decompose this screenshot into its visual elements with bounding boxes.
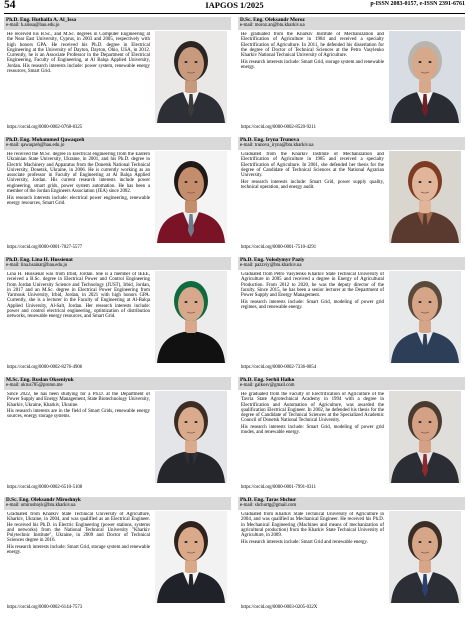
author-name-bar: [4, 17, 231, 30]
author-profile: [4, 497, 231, 616]
neck: [185, 319, 197, 333]
author-bio: [241, 152, 384, 240]
author-profile: [238, 257, 465, 376]
page-header: [4, 0, 465, 13]
bio-paragraph: His research interests include: Smart Grid, modeling of power grid regimes, and renewable energy.: [241, 299, 384, 310]
author-profile: [238, 137, 465, 256]
bio-paragraph: Her research interests include: Smart Grid, power supply quality, technical operation, and energy audit.: [241, 179, 384, 190]
orcid-link[interactable]: https://orcid.org/0000-0002-8520-9211: [241, 125, 317, 130]
orcid-link[interactable]: https://orcid.org/0000-0002-7336-0854: [241, 365, 317, 370]
neck: [419, 559, 431, 573]
right-eye: [195, 421, 198, 423]
orcid-link[interactable]: https://orcid.org/0000-0001-7991-0311: [241, 485, 317, 490]
author-name: Ph.D. Eng. Iryna Trunova: [240, 137, 299, 143]
face: [412, 527, 438, 561]
bio-paragraph: Since 2022, he has been studying for a Ph.D. at the Department of Power Supply and Energy Management, State Biotechnology University, Kharkiv, Ukraine, Kharkiv, Ukraine.: [7, 392, 150, 408]
author-name-bar: [238, 497, 465, 510]
face: [412, 287, 438, 321]
portrait-photo-art: [155, 391, 227, 483]
author-bio: [7, 392, 150, 480]
right-eye: [429, 61, 432, 63]
author-profile: [238, 377, 465, 496]
left-eye: [419, 301, 422, 303]
face: [178, 407, 204, 441]
author-profile: [238, 497, 465, 616]
author-bio: [241, 392, 384, 480]
neck: [185, 79, 197, 93]
portrait-photo-art: [389, 391, 461, 483]
author-name: Ph.D. Eng. Taras Shchur: [240, 497, 297, 503]
portrait-photo-art: [389, 511, 461, 603]
face: [412, 167, 438, 201]
neck: [419, 439, 431, 453]
right-eye: [195, 181, 198, 183]
orcid-link[interactable]: https://orcid.org/0000-0002-0768-8325: [7, 125, 83, 130]
author-name-bar: [4, 137, 231, 150]
right-eye: [429, 301, 432, 303]
author-profile: [4, 137, 231, 256]
portrait-photo-art: [155, 31, 227, 123]
bio-paragraph: His research interests include: electrical power engineering, renewable energy resources, Smart Grid.: [7, 195, 150, 206]
bio-paragraph: Lina H. Hussienat was from Irbid, Jordan. She is a member of IEEE, received a B.Sc. degree in Electrical Power and Control Engineering from Jordan University Science and Technology (JUST), Irbid, Jordan, in 2017 and an M.Sc. degree in Electrical Power Engineering from Yarmouk University, Irbid, Jordan, in 2021 with high honors GPA. Currently, she is a lecturer in the Faculty of Engineering at Al-Balqa Applied University, Al-Salt, Jordan. Her research interests include: power and control electrical engineering, optimization of distribution networks, renewable energy resources, and Smart Grid.: [7, 272, 150, 320]
author-name: Ph.D. Eng. Serhii Halko: [240, 377, 295, 383]
orcid-link[interactable]: https://orcid.org/0000-0002-6144-7573: [7, 605, 83, 610]
face: [412, 47, 438, 81]
bio-paragraph: His research interests include: Smart Grid, storage system and renewable energy.: [7, 544, 150, 556]
author-email: e-mail: galkosv@gmail.com: [240, 383, 295, 389]
right-eye: [195, 61, 198, 63]
author-email: e-mail: qawaqzeh@bau.edu.jo: [6, 143, 65, 149]
neck: [419, 199, 431, 213]
issn-numbers: p-ISSN 2083-0157, e-ISSN 2391-6761: [370, 1, 465, 7]
author-bio: [7, 272, 150, 360]
bio-paragraph: He received the M.Sc. degree in Electrical engineering from the Eastern Ukrainian State University, Ukraine, in 2001, and his Ph.D. degree in Electric Machinery and Apparatus from the Donetsk National Technical University, Donetsk, Ukraine, in 2006. He is currently working as an associate professor in Faculty of Engineering at Al Balqa Applied University, Jordan. His current research interests include power engineering, smart grids, power system automation. He has been a member of the Jordan Engineers Association (JEA) since 2002.: [7, 152, 150, 195]
portrait-photo-art: [155, 511, 227, 603]
author-bio: [7, 32, 150, 120]
author-name: Ph.D. Eng. Mohammed Qawaqzeh: [6, 137, 85, 143]
journal-title: IAPGOS 1/2025: [205, 0, 264, 10]
portrait-photo-art: [155, 151, 227, 243]
bio-paragraph: Graduated from Kharkiv State Technical University of Agriculture, Kharkiv, Ukraine, in 2004, and was qualified as an Electrical Engineer. He received his Ph.D. in Electric Engineering (power stations, systems and networks) from the National Technical University "Kharkiv Polytechnic Institute", Ukraine, in 2009 and Doctor of Technical Sciences degree in 2016.: [7, 512, 150, 544]
bio-paragraph: His research interests are in the field of Smart Grids, renewable energy sources, energy storage systems.: [7, 409, 150, 420]
left-eye: [185, 421, 188, 423]
bio-paragraph: Graduated from the Kharkiv Institute of Mechanization and Electrification of Agriculture in 1985 and received a specialty Electrification of Agriculture. In 2001, she defended her thesis for the degree of Candidate of Technical Sciences at the National Agrarian University.: [241, 152, 384, 179]
author-name-bar: [238, 17, 465, 30]
author-photo: [155, 271, 227, 363]
author-photo: [155, 391, 227, 483]
orcid-link[interactable]: https://orcid.org/0000-0001-7027-5577: [7, 245, 83, 250]
orcid-link[interactable]: https://orcid.org/0000-0002-6510-5108: [7, 485, 83, 490]
author-profile: [238, 17, 465, 136]
author-name-bar: [4, 257, 231, 270]
right-eye: [195, 301, 198, 303]
portrait-photo-art: [155, 271, 227, 363]
left-eye: [185, 181, 188, 183]
orcid-link[interactable]: https://orcid.org/0000-0002-8276-4906: [7, 365, 83, 370]
left-eye: [419, 61, 422, 63]
author-photo: [389, 151, 461, 243]
left-eye: [185, 61, 188, 63]
author-name-bar: [4, 497, 231, 510]
author-photo: [389, 511, 461, 603]
author-email: e-mail: shchurtg@gmail.com: [240, 503, 297, 509]
author-photo: [389, 391, 461, 483]
author-email: e-mail: okrus785@proton.me: [6, 383, 63, 389]
left-eye: [185, 541, 188, 543]
neck: [185, 559, 197, 573]
bio-paragraph: He graduated from the Faculty of Electrification of Agriculture of the Tavria State Agrotechnical Academy in 1994 with a degree in Electrification and Automation of Agriculture, was awarded the qualification Electrical Engineer. In 2002, he defended his thesis for the degree of Candidate of Technical Sciences at the Specialized Academic Council of Donetsk National Technical University.: [241, 392, 384, 424]
author-name: D.Sc. Eng. Oleksandr Moroz: [240, 17, 305, 23]
author-bio: [7, 152, 150, 240]
face: [178, 167, 204, 201]
left-eye: [419, 541, 422, 543]
bio-paragraph: He received his B.Sc., and M.Sc. degrees in Computer Engineering at the Near East University, Cyprus, in 2003 and 2005, respectively with high honors GPA. He received his Ph.D. degree in Electrical Engineering at the University of Dayton, Dayton, Ohio, USA, in 2012. Currently, he is an Associate Professor in the Department of Electrical Engineering, Faculty of Engineering, at Al Balqa Applied University, Jordan. His research interests include: power system, renewable energy resources, Smart Grid.: [7, 32, 150, 75]
header-rule: [4, 13, 465, 14]
author-name: M.Sc. Eng. Ruslan Okseniyuk: [6, 377, 74, 383]
author-bio: [241, 512, 384, 600]
face: [412, 407, 438, 441]
right-eye: [429, 541, 432, 543]
author-name-bar: [238, 137, 465, 150]
author-name: Ph.D. Eng. Volodymyr Paziy: [240, 257, 305, 263]
right-eye: [429, 181, 432, 183]
orcid-link[interactable]: https://orcid.org/0000-0001-7510-4291: [241, 245, 317, 250]
orcid-link[interactable]: https://orcid.org/0000-0003-0205-032X: [241, 605, 318, 610]
author-email: e-mail: h.alissa@bau.edu.jo: [6, 23, 60, 29]
author-photo: [155, 511, 227, 603]
bio-paragraph: His research interests include: Smart Grid, modeling of power grid modes, and renewable energy.: [241, 424, 384, 436]
page-number: 54: [4, 0, 16, 11]
author-email: e-mail: pazzviy@btu.kharkiv.ua: [240, 263, 302, 269]
author-name: D.Sc. Eng. Oleksandr Miroshnyk: [6, 497, 81, 503]
author-email: e-mail: omiroshnyk@btu.kharkiv.ua: [6, 503, 76, 509]
author-bio: [241, 272, 384, 360]
author-bio: [241, 32, 384, 120]
portrait-photo-art: [389, 31, 461, 123]
neck: [185, 439, 197, 453]
right-eye: [429, 421, 432, 423]
left-eye: [419, 181, 422, 183]
face: [178, 527, 204, 561]
author-email: e-mail: trunova_iryna@btu.kharkiv.ua: [240, 143, 314, 149]
face: [178, 287, 204, 321]
bio-paragraph: His research interests include: Smart Grid, storage system and renewable energy.: [241, 59, 384, 70]
author-email: e-mail: moroz.an@btu.kharkiv.ua: [240, 23, 305, 29]
portrait-photo-art: [389, 271, 461, 363]
author-name: Ph.D. Eng. Lina H. Hussienat: [6, 257, 73, 263]
author-photo: [155, 31, 227, 123]
portrait-photo-art: [389, 151, 461, 243]
author-photo: [155, 151, 227, 243]
author-name-bar: [4, 377, 231, 390]
author-photo: [389, 31, 461, 123]
author-photo: [389, 271, 461, 363]
neck: [185, 199, 197, 213]
neck: [419, 79, 431, 93]
bio-paragraph: Graduated from Petro Vasylenko Kharkiv State Technical University of Agriculture in 2005 and received a degree in Energy of Agricultural Production. From 2012 to 2020, he was the deputy director of the faculty. Since 2015, he has been a senior lecturer at the Department of Power Supply and Energy Management.: [241, 272, 384, 299]
author-name-bar: [238, 257, 465, 270]
bio-paragraph: Graduated from Kharkiv State Technical University of Agriculture in 2004, and was qualified as Mechanical Engineer. He received his Ph.D. in Mechanical Engineering (Machines and means of mechanization of agricultural production) from the Kharkiv State Technical University of Agriculture, in 2009.: [241, 512, 384, 539]
face: [178, 47, 204, 81]
author-profile: [4, 257, 231, 376]
right-eye: [195, 541, 198, 543]
author-profile: [4, 17, 231, 136]
author-email: e-mail: lina.hsainat@bau.edu.jo: [6, 263, 68, 269]
bio-paragraph: He graduated from the Kharkiv Institute of Mechanization and Electrification of Agriculture in 1984 and received a specialty Electrification of Agriculture. In 2011, he defended his dissertation for the degree of Doctor of Technical Sciences at the Petro Vasylenko Kharkiv National Technical University of Agriculture.: [241, 32, 384, 59]
left-eye: [419, 421, 422, 423]
author-bio: [7, 512, 150, 600]
left-eye: [185, 301, 188, 303]
neck: [419, 319, 431, 333]
author-name-bar: [238, 377, 465, 390]
author-name: Ph.D. Eng. Huthaifa A. Al_Issa: [6, 17, 77, 23]
author-profile: [4, 377, 231, 496]
bio-paragraph: His research interests include: Smart Grid and renewable energy.: [241, 539, 368, 545]
